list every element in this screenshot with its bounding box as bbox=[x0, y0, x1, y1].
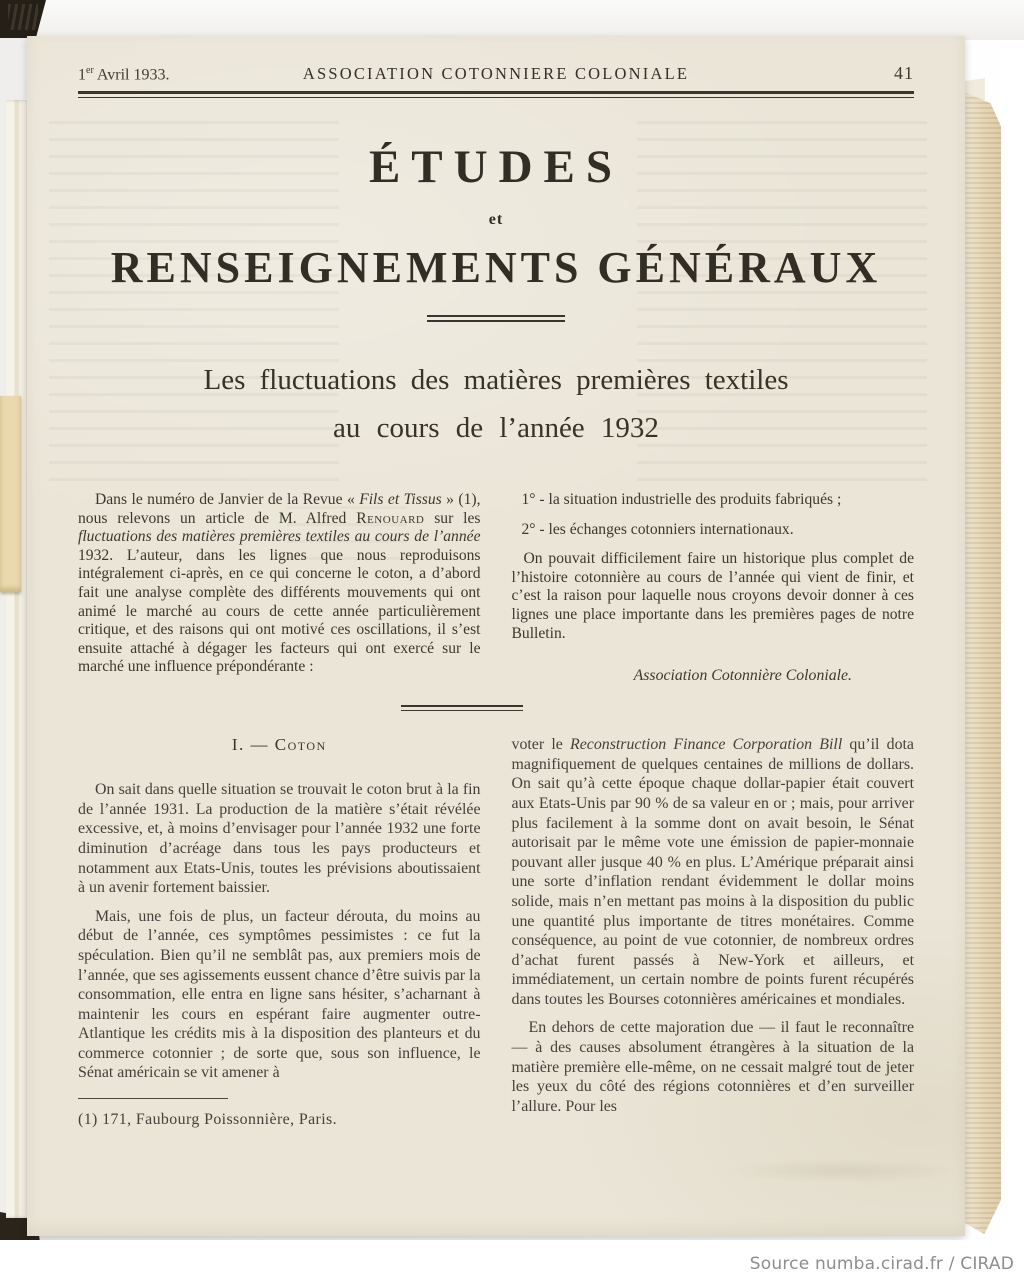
source-bar bbox=[0, 1240, 1024, 1287]
section-heading: I. — Coton bbox=[231, 735, 327, 755]
title-block bbox=[78, 140, 914, 322]
footnote-rule bbox=[78, 1098, 228, 1099]
bill-name-italic: Reconstruction Finance Corporation Bill bbox=[570, 736, 843, 754]
body-left-column bbox=[78, 735, 481, 1130]
body-paragraph: En dehors de cette majoration due — il faut le reconnaître — à des causes absolument étrangères à la situation de la matière première elle-même, on ne cessait malgré tout de jeter les yeux du côté des régions cotonnières et d’en surveiller l’allure. Pour les bbox=[511, 1019, 914, 1115]
author-name-smallcaps: Renouard bbox=[356, 509, 425, 527]
masthead-page-number: 41 bbox=[894, 63, 914, 83]
body-text: voter le bbox=[511, 736, 570, 754]
article-title-line1: Les fluctuations des matières premières textiles bbox=[203, 364, 789, 396]
title-secondary: RENSEIGNEMENTS GÉNÉRAUX bbox=[110, 243, 882, 292]
article-title bbox=[78, 364, 914, 445]
signature: Association Cotonnière Coloniale. bbox=[633, 667, 852, 685]
article-title-line2: au cours de l’année 1932 bbox=[333, 412, 659, 444]
page-edge-right bbox=[964, 92, 1001, 1234]
intro-paragraph-right: On pouvait difficilement faire un historique plus complet de l’histoire cotonnière au cours de l’année qui vient de finir, et c’est la raison pour laquelle nous croyons devoir donner à ces lignes une place importante dans les premières pages de notre Bulletin. bbox=[511, 550, 914, 642]
masthead-journal-title: ASSOCIATION COTONNIERE COLONIALE bbox=[302, 64, 690, 83]
intro-section bbox=[78, 491, 914, 685]
intro-paragraph-left bbox=[78, 491, 481, 677]
body-text: qu’il dota magnifiquement de quelques centaines de millions de dollars. On sait qu’à cette époque chaque dollar-papier était couvert aux Etats-Unis par 90 % de sa valeur en or ; mais, pour arriver plus facilement à la somme dont on avait besoin, le Sénat autorisait par le même vote une émission de papier-monnaie pouvant aller jusque 40 % en plus. L’Amérique préparait ainsi une sorte d’inflation rendant évidemment le dollar moins solide, mais n’en mettant pas moins à la disposition du public une quantité plus importante de titres monétaires. Comme conséquence, au point de vue cotonnier, de nombreux ordres d’achat furent passés à New-York et ailleurs, et immédiatement, un certain nombre de points furent récupérés dans toutes les Bourses cotonnières américaines et mondiales. bbox=[511, 736, 914, 1008]
body-paragraph: On sait dans quelle situation se trouvait le coton brut à la fin de l’année 1931. La production de la matière s’était révélée excessive, et, à moins d’envisager pour l’année 1932 une forte diminution d’acréage dans tous les pays producteurs et notamment aux Etats-Unis, toutes les prévisions aboutissaient à un avenir fortement baissier. bbox=[78, 781, 481, 897]
section-divider-rule bbox=[401, 705, 523, 711]
list-item-1: 1° - la situation industrielle des produits fabriqués ; bbox=[521, 491, 842, 508]
intro-text: » (1), nous relevons un article de M. Alfred bbox=[78, 491, 481, 527]
title-connector: et bbox=[488, 211, 504, 228]
list-item-2: 2° - les échanges cotonniers internationaux. bbox=[521, 520, 794, 538]
body-paragraph bbox=[512, 735, 915, 1009]
intro-left-column bbox=[78, 491, 481, 685]
backdrop-top-strip bbox=[0, 0, 1024, 40]
body-right-column bbox=[512, 735, 915, 1130]
intro-text: sur les bbox=[424, 509, 481, 527]
article-body bbox=[78, 735, 914, 1130]
footnote-text: (1) 171, Faubourg Poissonnière, Paris. bbox=[78, 1111, 337, 1129]
bookmark-tab bbox=[0, 396, 21, 592]
title-rule bbox=[427, 315, 565, 322]
masthead-rule bbox=[78, 91, 914, 98]
scanned-page bbox=[27, 36, 965, 1236]
revue-name-italic: Fils et Tissus bbox=[359, 491, 442, 508]
masthead bbox=[78, 63, 914, 84]
title-main: ÉTUDES bbox=[368, 141, 624, 193]
source-credit: Source numba.cirad.fr / CIRAD bbox=[749, 1253, 1014, 1274]
body-paragraph: Mais, une fois de plus, un facteur dérouta, du moins au début de l’année, ces symptômes pessimistes : ce fut la spéculation. Bien qu’il ne semblât pas, aux premiers mois de l’année, que ses agissements eussent chance d’être suivis par la consommation, elle entra en ligne sans hésiter, s’acharnant à maintenir les cours en espérant faire augmenter outre-Atlantique les crédits mis à la disposition des planteurs et du commerce cotonnier ; de sorte que, sous son influence, le Sénat américain se vit amener à bbox=[78, 907, 481, 1082]
paper-crease bbox=[727, 1151, 957, 1191]
article-ref-italic: fluctuations des matières premières textiles au cours de l’année bbox=[78, 528, 481, 546]
intro-text: 1932. L’auteur, dans les lignes que nous reproduisons intégralement ci-après, en ce qui concerne le coton, a d’abord fait une analyse complète des différents mouvements qui ont animé le marché au cours de cette année particulièrement critique, et des raisons qui ont motivé ces oscillations, il s’est ensuite attaché à dégager les facteurs qui ont exercé sur le marché une influence prépondérante : bbox=[78, 546, 481, 676]
intro-right-column bbox=[512, 491, 915, 685]
intro-text: Dans le numéro de Janvier de la Revue « bbox=[95, 491, 360, 508]
footnote-block bbox=[78, 1098, 481, 1130]
masthead-date: 1er Avril 1933. bbox=[78, 64, 170, 83]
